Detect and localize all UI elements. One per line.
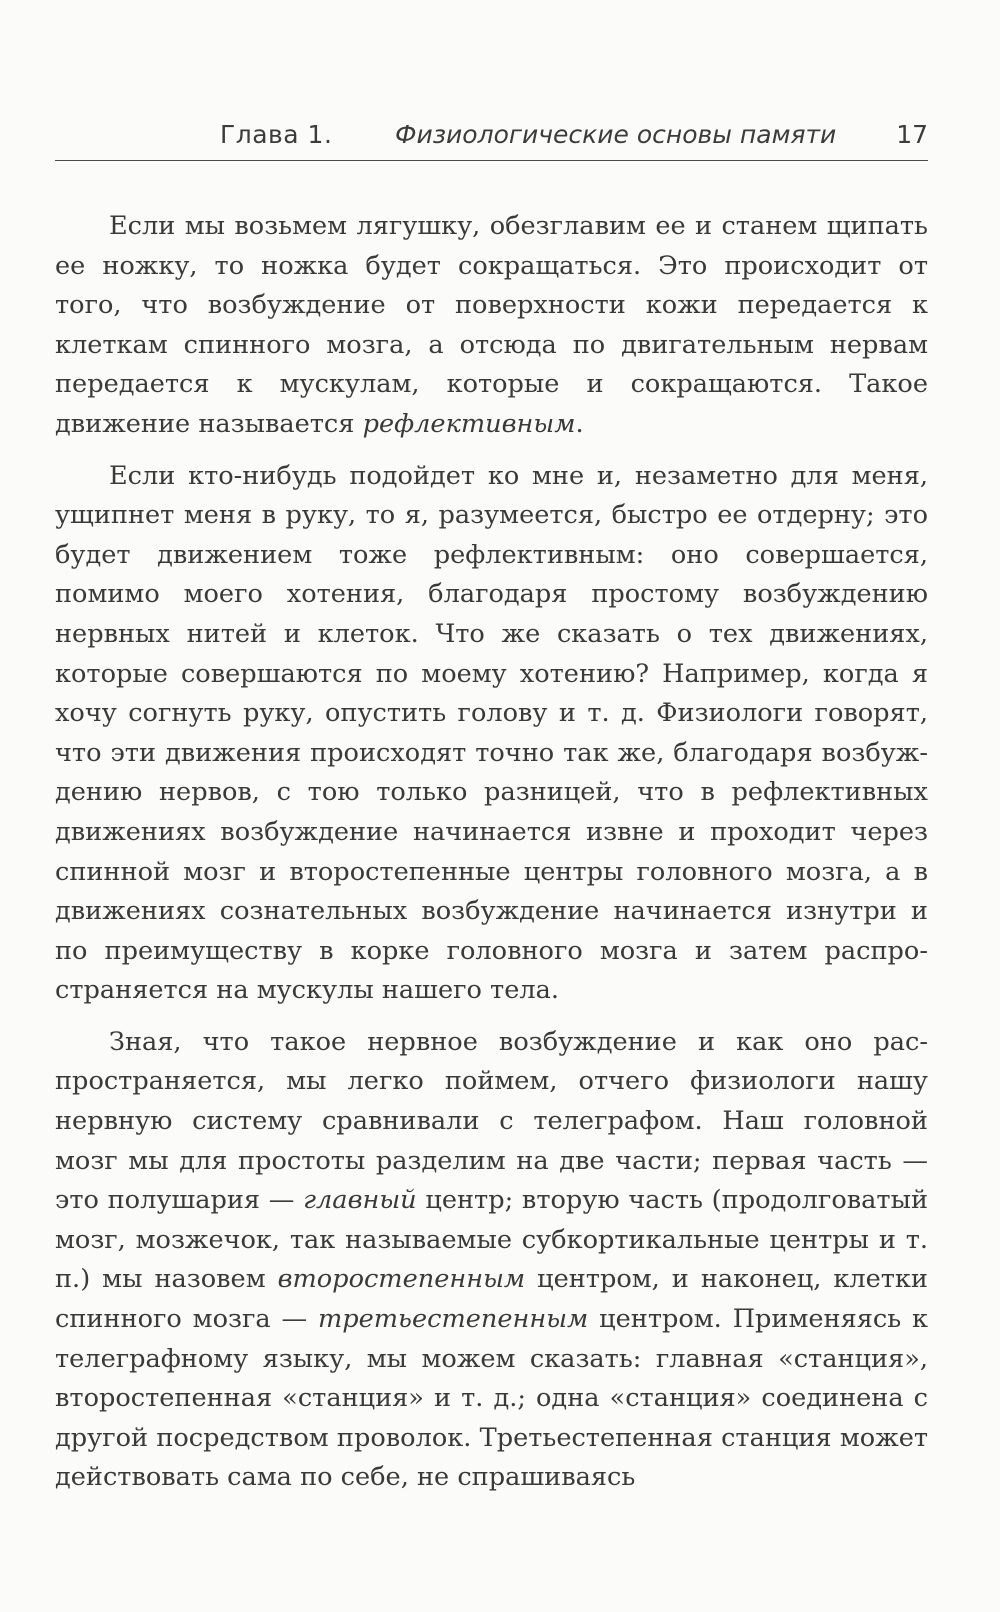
paragraph-3-text-4: центром. Применяясь к телеграфному языку, мы можем сказать: главная «станция», второстепенная «станция» и т. д.; одна «станция» соединена с другой посредством проволок. Третьестепенная станция может действовать сама по себе, не спрашиваясь [55, 1304, 928, 1493]
chapter-title: Физиологические основы памяти [395, 120, 837, 149]
paragraph-1-term-reflective: рефлективным [362, 408, 576, 439]
paragraph-3-term-main: главный [303, 1185, 417, 1216]
paragraph-2-text: Если кто-нибудь подойдет ко мне и, незаметно для меня, ущипнет меня в руку, то я, разумеется, быстро ее отдерну; это будет движением тоже рефлективным: оно совершается, помимо моего хотения, благодаря простому возбуждению нервных нитей и клеток. Что же сказать о тех движениях, которые совершаются по моему хотению? Например, когда я хочу согнуть руку, опустить голову и т. д. Физиологи говорят, что эти движения происходят точно так же, благодаря возбуждению нервов, с тою только разницей, что в рефлективных движениях возбуждение начинается извне и проходит через спинной мозг и второстепенные центры головного мозга, а в движениях сознательных возбуждение начинается изнутри и по преимуществу в корке головного мозга и затем распространяется на мускулы нашего тела. [55, 460, 928, 1006]
paragraph-1 [55, 207, 928, 445]
page-number: 17 [896, 120, 928, 149]
paragraph-3-text-2: центр; вторую часть (продолговатый мозг, мозжечок, так называемые субкортикальные центры и т. п.) мы назовем [55, 1185, 928, 1295]
chapter-label: Глава 1. [220, 120, 333, 149]
page-body [55, 207, 928, 1510]
paragraph-3-term-tertiary: третьестепенным [317, 1304, 589, 1335]
paragraph-1-end: . [575, 408, 584, 439]
paragraph-3 [55, 1023, 928, 1498]
running-head [55, 110, 928, 161]
paragraph-3-text: Зная, что такое нервное возбуждение и как оно распространяется, мы легко поймем, отчего физиологи нашу нервную систему сравнивали с телеграфом. Наш головной мозг мы для простоты разделим на две части; первая часть — это полушария — [55, 1026, 928, 1216]
paragraph-1-text: Если мы возьмем лягушку, обезглавим ее и станем щипать ее ножку, то ножка будет сокращаться. Это происходит от того, что возбуждение от поверхности кожи передается к клеткам спинного мозга, а отсюда по двигательным нервам передается к мускулам, которые и сокращаются. Такое движение называется [55, 211, 928, 439]
paragraph-3-text-3: центром, и наконец, клетки спинного мозга — [55, 1264, 928, 1335]
paragraph-3-term-secondary: второстепенным [277, 1264, 526, 1295]
paragraph-2 [55, 457, 928, 1011]
